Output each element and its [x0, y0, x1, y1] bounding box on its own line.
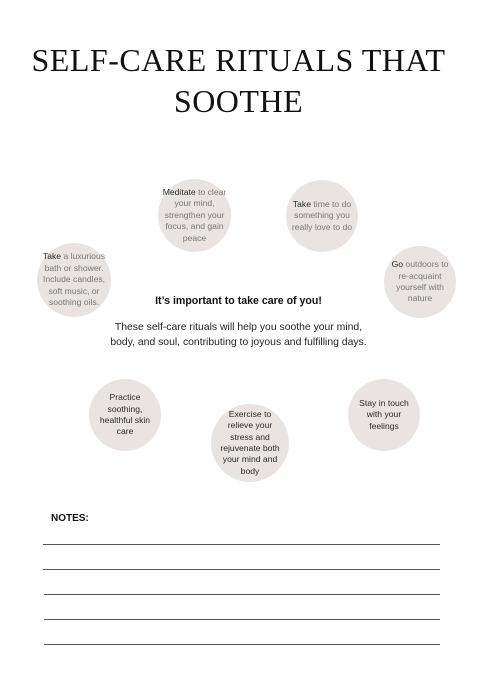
exercise-circle	[211, 404, 289, 482]
go-outdoors-text: outdoors to re-acquaint yourself with nature	[396, 259, 449, 304]
take-time-lead: Take	[292, 198, 312, 209]
stay-in-touch-text: Stay in touch with your feelings	[359, 397, 409, 431]
take-bath-text: a luxurious bath or shower. Include candles, soft music, or soothing oils.	[42, 251, 106, 308]
title-line-2: SOOTHE	[173, 83, 304, 119]
notes-line	[44, 594, 440, 595]
meditate-circle	[158, 179, 231, 252]
notes-line	[43, 569, 440, 570]
meditate-text: to clear your mind, strengthen your focus, and gain peace	[164, 186, 227, 243]
center-heading: It’s important to take care of you!	[155, 295, 322, 307]
take-time-circle	[286, 180, 358, 252]
title-line-1: SELF-CARE RITUALS THAT	[31, 42, 446, 78]
go-outdoors-lead: Go	[391, 259, 404, 270]
take-time-text: time to do something you really love to do	[291, 198, 353, 232]
take-bath-circle	[37, 243, 111, 317]
center-body-text: These self-care rituals will help you soothe your mind, body, and soul, contributing to joyous and fulfilling days.	[110, 322, 367, 348]
notes-line	[44, 644, 440, 645]
notes-line	[44, 619, 440, 620]
notes-label: NOTES:	[51, 513, 89, 524]
meditate-lead: Meditate	[162, 186, 196, 197]
take-bath-lead: Take	[42, 251, 62, 262]
go-outdoors-circle	[384, 246, 456, 318]
stay-in-touch-circle	[348, 379, 420, 451]
exercise-text: Exercise to relieve your stress and rejuvenate both your mind and body	[220, 408, 280, 476]
notes-line	[43, 544, 440, 545]
skin-care-text: Practice soothing, healthful skin care	[99, 392, 151, 437]
page-title	[20, 40, 457, 122]
skin-care-circle	[89, 379, 161, 451]
